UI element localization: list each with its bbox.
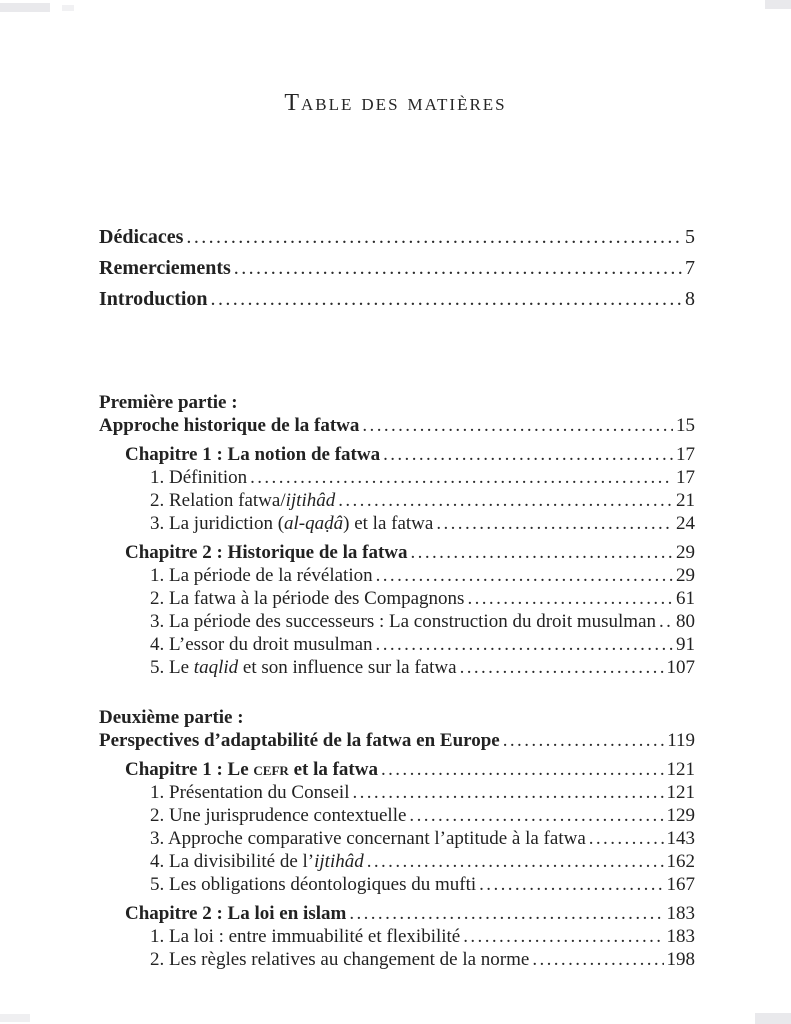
- entry-label: 2. La fatwa à la période des Compagnons: [150, 588, 465, 609]
- page-number: 5: [685, 226, 695, 248]
- page-number: 119: [667, 730, 695, 751]
- page-number: 107: [666, 657, 695, 678]
- entry-label: Dédicaces: [99, 226, 184, 248]
- toc-entry: [99, 489, 695, 512]
- toc-entry: [99, 850, 695, 873]
- entry-label: 5. Les obligations déontologiques du mufti: [150, 874, 477, 895]
- toc-entry: [99, 587, 695, 610]
- entry-label: 1. Définition: [150, 467, 248, 488]
- toc-entry: [99, 633, 695, 656]
- page-number: 24: [676, 513, 695, 534]
- dot-leader: [409, 804, 663, 827]
- page-number: 80: [676, 611, 695, 632]
- page-number: 8: [685, 288, 695, 310]
- scan-artifact: [0, 1014, 30, 1022]
- page-title: Table des matières: [284, 90, 507, 116]
- page-number: 198: [666, 949, 695, 970]
- dot-leader: [250, 466, 673, 489]
- toc-entry: [99, 284, 695, 315]
- scan-artifact: [755, 1013, 791, 1024]
- toc-entry: [99, 656, 695, 679]
- entry-label: 2. Les règles relatives au changement de la norme: [150, 949, 530, 970]
- entry-label: 2. Relation fatwa/ijtihâd: [150, 490, 336, 511]
- entry-label: 1. La loi : entre immuabilité et flexibilité: [150, 926, 461, 947]
- dot-leader: [383, 443, 673, 466]
- toc-entry: [99, 253, 695, 284]
- page-number: 91: [676, 634, 695, 655]
- dot-leader: [436, 512, 673, 535]
- part-one-block: [99, 391, 695, 679]
- toc-entry: [99, 414, 695, 437]
- dot-leader: [460, 656, 664, 679]
- entry-label: Chapitre 1 : Le cefr et la fatwa: [125, 759, 378, 780]
- toc-entry: [99, 443, 695, 466]
- page-number: 17: [676, 467, 695, 488]
- dot-leader: [532, 948, 663, 971]
- dot-leader: [479, 873, 663, 896]
- page-number: 129: [666, 805, 695, 826]
- scan-artifact: [0, 3, 50, 12]
- page-number: 7: [685, 257, 695, 279]
- page-number: 61: [676, 588, 695, 609]
- toc-entry: [99, 512, 695, 535]
- toc-entry: [99, 948, 695, 971]
- entry-label: 4. La divisibilité de l’ijtihâd: [150, 851, 364, 872]
- dot-leader: [338, 489, 673, 512]
- entry-label: 1. Présentation du Conseil: [150, 782, 350, 803]
- dot-leader: [362, 414, 673, 437]
- entry-label: Introduction: [99, 288, 208, 310]
- page-number: 17: [676, 444, 695, 465]
- entry-label: 3. La juridiction (al-qaḍâ) et la fatwa: [150, 513, 434, 534]
- page-number: 183: [666, 903, 695, 924]
- dot-leader: [589, 827, 664, 850]
- page-number: 29: [676, 542, 695, 563]
- dot-leader: [503, 729, 664, 752]
- toc-entry: [99, 902, 695, 925]
- entry-label: 3. Approche comparative concernant l’aptitude à la fatwa: [150, 828, 586, 849]
- toc-entry: [99, 873, 695, 896]
- entry-label: Perspectives d’adaptabilité de la fatwa en Europe: [99, 730, 500, 751]
- toc-entry: [99, 466, 695, 489]
- dot-leader: [352, 781, 663, 804]
- toc-entry: [99, 391, 695, 414]
- entry-label: Approche historique de la fatwa: [99, 415, 360, 436]
- dot-leader: [411, 541, 673, 564]
- entry-label: 3. La période des successeurs : La construction du droit musulman: [150, 611, 657, 632]
- dot-leader: [349, 902, 663, 925]
- entry-label: Chapitre 1 : La notion de fatwa: [125, 444, 381, 465]
- page-number: 21: [676, 490, 695, 511]
- page-number: 121: [666, 759, 695, 780]
- toc-entry: [99, 827, 695, 850]
- toc-entry: [99, 781, 695, 804]
- page-number: 121: [666, 782, 695, 803]
- entry-label: Chapitre 2 : Historique de la fatwa: [125, 542, 408, 563]
- dot-leader: [467, 587, 673, 610]
- page-number: 29: [676, 565, 695, 586]
- toc-entry: [99, 610, 695, 633]
- dot-leader: [463, 925, 663, 948]
- entry-label: Chapitre 2 : La loi en islam: [125, 903, 347, 924]
- scan-artifact: [765, 0, 791, 9]
- page-number: 15: [676, 415, 695, 436]
- page-number: 183: [666, 926, 695, 947]
- toc-entry: [99, 564, 695, 587]
- toc-entry: [99, 706, 695, 729]
- entry-label: Deuxième partie :: [99, 707, 244, 728]
- entry-label: 1. La période de la révélation: [150, 565, 373, 586]
- dot-leader: [381, 758, 664, 781]
- acronym-cefr: cefr: [253, 759, 289, 780]
- dot-leader: [186, 222, 682, 253]
- dot-leader: [659, 610, 673, 633]
- table-of-contents: [0, 222, 791, 971]
- dot-leader: [376, 633, 673, 656]
- entry-label: Remerciements: [99, 257, 231, 279]
- part-two-block: [99, 706, 695, 971]
- toc-entry: [99, 925, 695, 948]
- toc-entry: [99, 804, 695, 827]
- entry-label: 2. Une jurisprudence contextuelle: [150, 805, 407, 826]
- dot-leader: [211, 284, 682, 315]
- entry-label: 5. Le taqlid et son influence sur la fatwa: [150, 657, 457, 678]
- dot-leader: [376, 564, 673, 587]
- toc-entry: [99, 758, 695, 781]
- dot-leader: [367, 850, 664, 873]
- entry-label: Première partie :: [99, 392, 238, 413]
- scan-artifact: [62, 5, 74, 11]
- toc-entry: [99, 541, 695, 564]
- toc-entry: [99, 729, 695, 752]
- page-number: 167: [666, 874, 695, 895]
- entry-label: 4. L’essor du droit musulman: [150, 634, 373, 655]
- toc-entry: [99, 222, 695, 253]
- page-number: 143: [666, 828, 695, 849]
- page-number: 162: [666, 851, 695, 872]
- front-matter-block: [99, 222, 695, 315]
- dot-leader: [234, 253, 682, 284]
